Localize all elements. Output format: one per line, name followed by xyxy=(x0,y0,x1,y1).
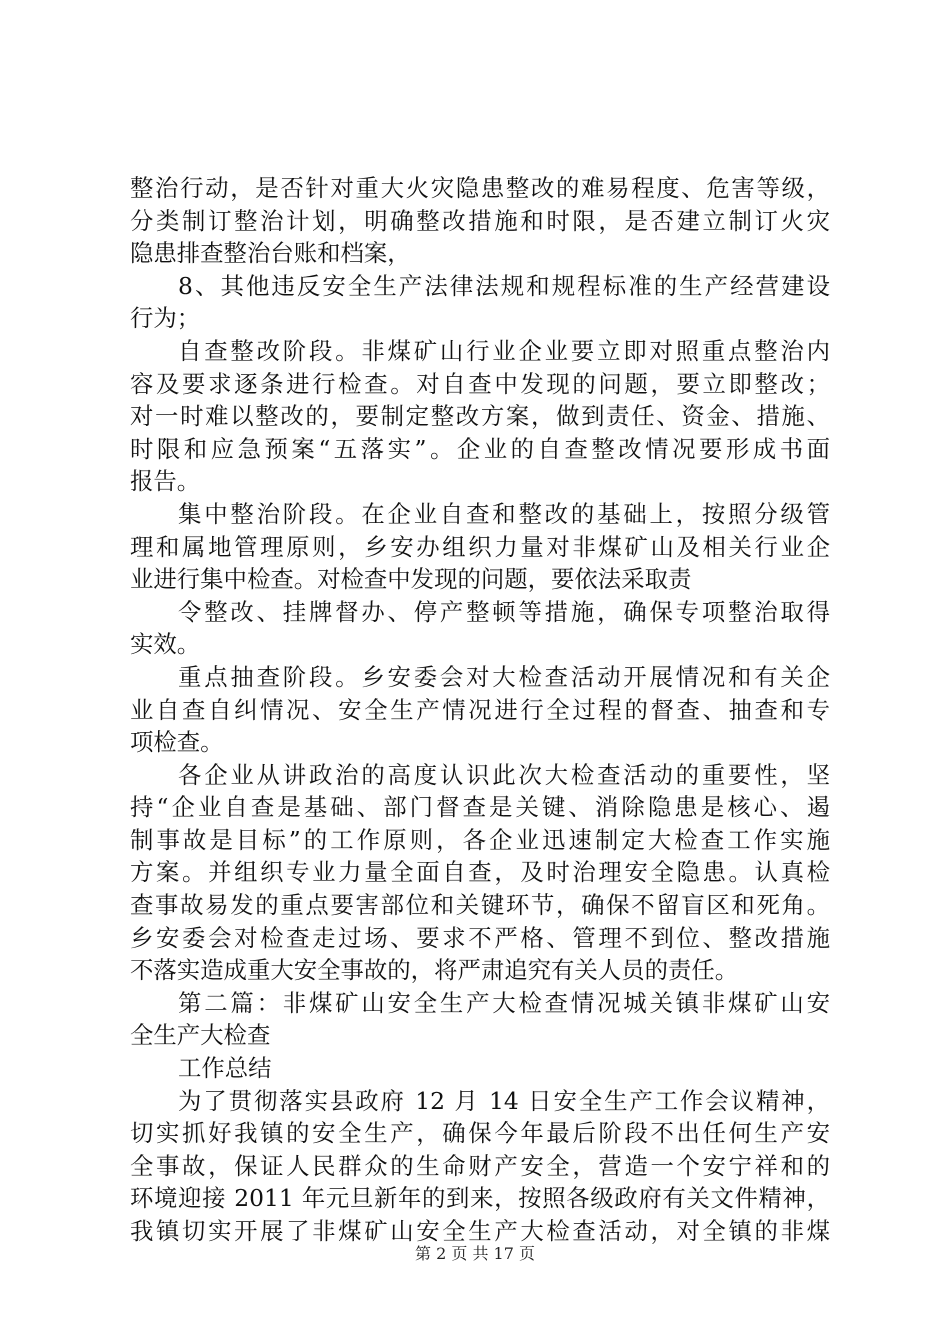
text-line: 各企业从讲政治的高度认识此次大检查活动的重要性，坚 xyxy=(178,760,830,789)
text-line: 实效。 xyxy=(130,630,201,659)
text-line: 业自查自纠情况、安全生产情况进行全过程的督查、抽查和专 xyxy=(130,695,830,724)
text-line: 重点抽查阶段。乡安委会对大检查活动开展情况和有关企 xyxy=(178,662,830,691)
text-line: 工作总结 xyxy=(178,1054,272,1083)
text-line: 容及要求逐条进行检查。对自查中发现的问题，要立即整改； xyxy=(130,369,830,398)
text-line: 分类制订整治计划，明确整改措施和时限，是否建立制订火灾 xyxy=(130,206,830,235)
text-line: 隐患排查整治台账和档案， xyxy=(130,239,411,268)
text-line: 行为； xyxy=(130,304,201,333)
text-line: 自查整改阶段。非煤矿山行业企业要立即对照重点整治内 xyxy=(178,336,830,365)
text-line: 项检查。 xyxy=(130,728,224,757)
text-line: 集中整治阶段。在企业自查和整改的基础上，按照分级管 xyxy=(178,499,830,528)
text-line: 全生产大检查 xyxy=(130,1021,271,1050)
text-line: 对一时难以整改的，要制定整改方案，做到责任、资金、措施、 xyxy=(130,402,830,431)
text-line: 持“企业自查是基础、部门督查是关键、消除隐患是核心、遏 xyxy=(130,793,830,822)
text-line: 整治行动，是否针对重大火灾隐患整改的难易程度、危害等级， xyxy=(130,174,830,202)
body-text xyxy=(130,172,830,1248)
text-line: 不落实造成重大安全事故的，将严肃追究有关人员的责任。 xyxy=(130,956,739,985)
text-line: 制事故是目标”的工作原则，各企业迅速制定大检查工作实施 xyxy=(130,825,830,854)
text-line: 方案。并组织专业力量全面自查，及时治理安全隐患。认真检 xyxy=(130,858,830,887)
text-line: 报告。 xyxy=(130,467,201,496)
text-line: 我镇切实开展了非煤矿山安全生产大检查活动，对全镇的非煤 xyxy=(130,1217,830,1245)
text-line: 全事故，保证人民群众的生命财产安全，营造一个安宁祥和的 xyxy=(130,1151,830,1180)
text-line: 乡安委会对检查走过场、要求不严格、管理不到位、整改措施 xyxy=(130,923,830,952)
text-line: 切实抓好我镇的安全生产，确保今年最后阶段不出任何生产安 xyxy=(130,1119,830,1148)
text-line: 查事故易发的重点要害部位和关键环节，确保不留盲区和死角。 xyxy=(130,891,830,920)
text-line: 8、其他违反安全生产法律法规和规程标准的生产经营建设 xyxy=(178,271,830,300)
text-line: 时限和应急预案“五落实”。企业的自查整改情况要形成书面 xyxy=(130,434,830,463)
text-line: 理和属地管理原则，乡安办组织力量对非煤矿山及相关行业企 xyxy=(130,532,830,561)
text-line: 令整改、挂牌督办、停产整顿等措施，确保专项整治取得 xyxy=(178,597,830,626)
text-line: 业进行集中检查。对检查中发现的问题，要依法采取责 xyxy=(130,565,692,594)
text-line: 第二篇：非煤矿山安全生产大检查情况城关镇非煤矿山安 xyxy=(178,988,830,1017)
page-footer: 第 2 页 共 17 页 xyxy=(415,1244,535,1263)
text-line: 为了贯彻落实县政府 12 月 14 日安全生产工作会议精神， xyxy=(178,1086,830,1115)
text-line: 环境迎接 2011 年元旦新年的到来，按照各级政府有关文件精神， xyxy=(130,1184,830,1213)
